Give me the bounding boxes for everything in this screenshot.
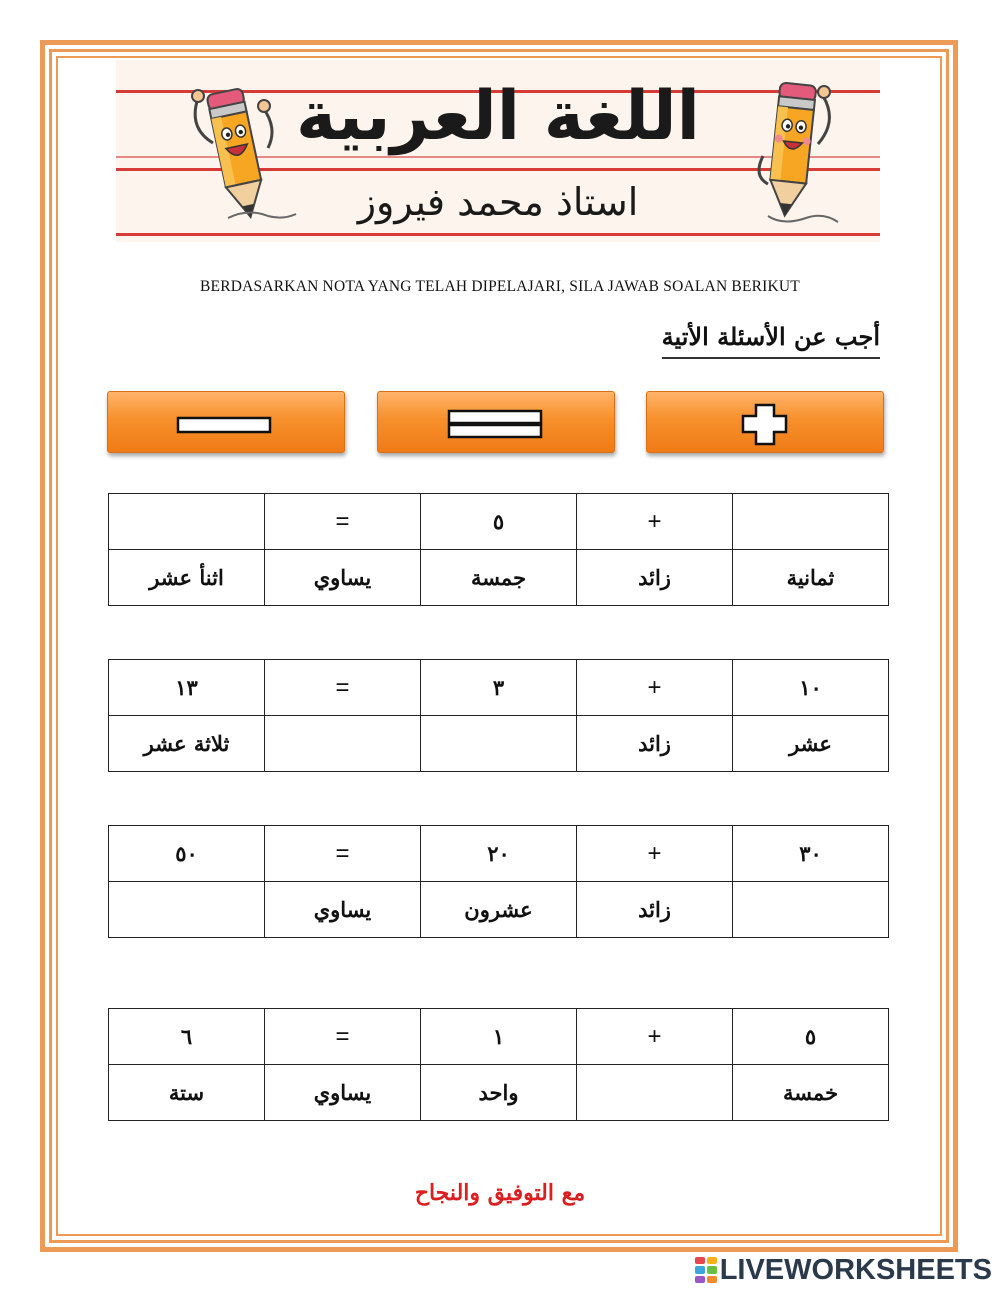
words-row [109, 1065, 889, 1121]
cell-input[interactable] [109, 882, 265, 938]
cell-word: واحد [421, 1065, 577, 1121]
numbers-row [109, 1009, 889, 1065]
cell-word: عشر [733, 716, 889, 772]
cell-number: ٥٠ [109, 826, 265, 882]
equals-button[interactable] [377, 391, 615, 453]
numbers-row [109, 660, 889, 716]
closing-message: مع التوفيق والنجاح [414, 1180, 586, 1206]
cell-word: عشرون [421, 882, 577, 938]
equals-icon [378, 392, 616, 454]
cell-word: ثلاثة عشر [109, 716, 265, 772]
brand-name: LIVEWORKSHEETS [719, 1253, 992, 1286]
cell-number: ١ [421, 1009, 577, 1065]
cell-word: ثمانية [733, 550, 889, 606]
cell-input[interactable] [733, 882, 889, 938]
cell-operator: = [265, 826, 421, 882]
header-banner [116, 60, 880, 242]
cell-word: زائد [577, 550, 733, 606]
cell-operator: + [577, 1009, 733, 1065]
cell-word: خمسة [733, 1065, 889, 1121]
cell-word: يساوي [265, 882, 421, 938]
numbers-row [109, 494, 889, 550]
cell-word: يساوي [265, 1065, 421, 1121]
words-row [109, 550, 889, 606]
cell-operator: = [265, 660, 421, 716]
cell-input[interactable] [421, 716, 577, 772]
cell-number: ٥ [733, 1009, 889, 1065]
cell-number: ١٣ [109, 660, 265, 716]
pencil-mascot-right-icon [728, 66, 858, 236]
cell-number: ٥ [421, 494, 577, 550]
liveworksheets-brand[interactable] [695, 1254, 992, 1286]
equation-table-1 [108, 493, 889, 606]
cell-operator: + [577, 494, 733, 550]
cell-operator: + [577, 660, 733, 716]
minus-button[interactable] [107, 391, 345, 453]
cell-number: ٣ [421, 660, 577, 716]
cell-input[interactable] [109, 494, 265, 550]
words-row [109, 882, 889, 938]
cell-number: ٣٠ [733, 826, 889, 882]
words-row [109, 716, 889, 772]
plus-icon [647, 392, 885, 454]
cell-operator: = [265, 494, 421, 550]
cell-input[interactable] [577, 1065, 733, 1121]
cell-operator: = [265, 1009, 421, 1065]
instruction-english: BERDASARKAN NOTA YANG TELAH DIPELAJARI, SILA JAWAB SOALAN BERIKUT [200, 278, 800, 295]
cell-input[interactable] [733, 494, 889, 550]
cell-word: يساوي [265, 550, 421, 606]
minus-icon [108, 392, 346, 454]
instruction-arabic: أجب عن الأسئلة الأتية [662, 322, 880, 359]
cell-word: جمسة [421, 550, 577, 606]
cell-word: اثنأ عشر [109, 550, 265, 606]
equation-table-2 [108, 659, 889, 772]
plus-button[interactable] [646, 391, 884, 453]
cell-word: زائد [577, 716, 733, 772]
cell-word: زائد [577, 882, 733, 938]
cell-number: ١٠ [733, 660, 889, 716]
cell-number: ٦ [109, 1009, 265, 1065]
cell-word: ستة [109, 1065, 265, 1121]
liveworksheets-logo-icon [695, 1257, 717, 1283]
numbers-row [109, 826, 889, 882]
cell-input[interactable] [265, 716, 421, 772]
banner-title: اللغة العربية [296, 77, 700, 156]
equation-table-4 [108, 1008, 889, 1121]
equation-table-3 [108, 825, 889, 938]
banner-subtitle: استاذ محمد فيروز [357, 180, 639, 224]
cell-operator: + [577, 826, 733, 882]
cell-number: ٢٠ [421, 826, 577, 882]
